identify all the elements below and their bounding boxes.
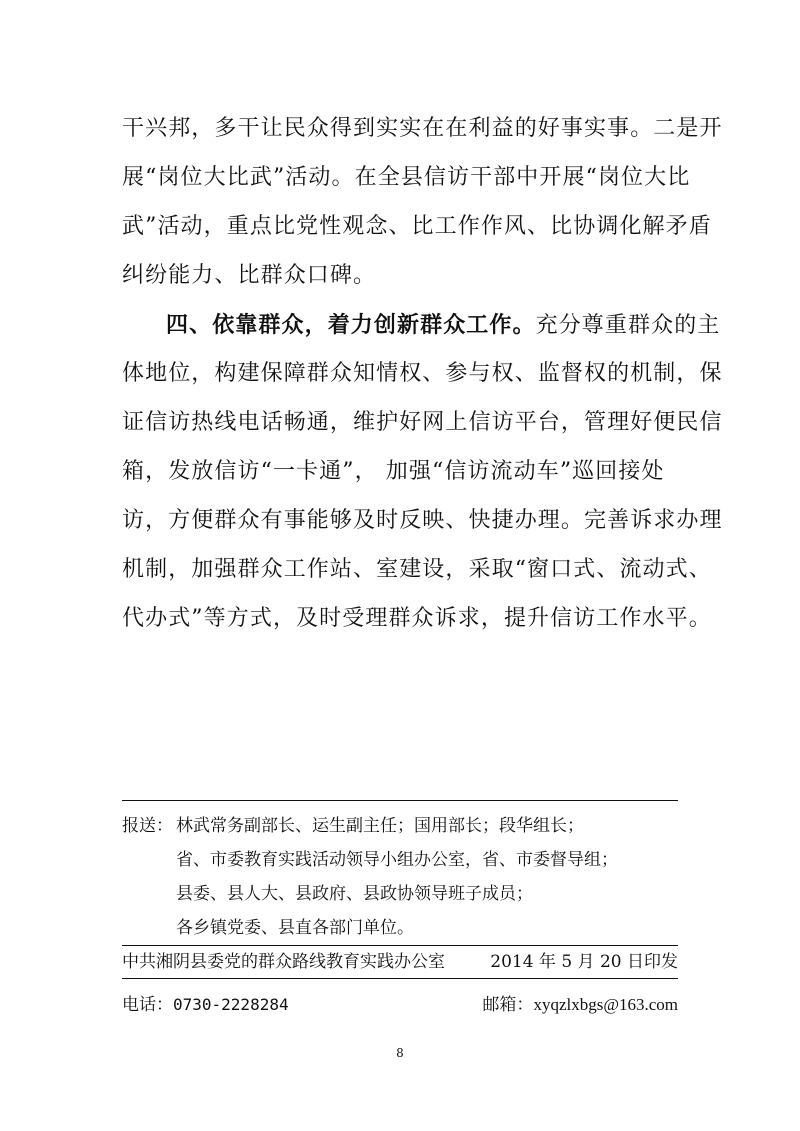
- body-paragraph-line: 展“岗位大比武”活动。在全县信访干部中开展“岗位大比: [122, 165, 691, 190]
- cc-recipient-line: 县委、县人大、县政府、县政协领导班子成员；: [176, 884, 533, 904]
- section-4-first-line-text: 充分尊重群众的主: [535, 313, 721, 338]
- section-4-heading: 四、依靠群众，着力创新群众工作。: [166, 312, 536, 338]
- section-4-line: 代办式”等方式，及时受理群众诉求，提升信访工作水平。: [122, 606, 712, 631]
- phone-number: 0730-2228284: [173, 995, 289, 1014]
- section-4-first-line: [166, 310, 721, 341]
- issue-date: 2014 年 5 月 20 日印发: [490, 952, 678, 972]
- phone-label: 电话：: [122, 995, 173, 1015]
- section-4-line: 体地位，构建保障群众知情权、参与权、监督权的机制，保: [122, 361, 723, 386]
- section-4-line: 访，方便群众有事能够及时反映、快捷办理。完善诉求办理: [122, 508, 723, 533]
- page-number: 8: [396, 1046, 404, 1060]
- cc-recipient-line: 林武常务副部长、运生副主任；国用部长；段华组长；: [176, 816, 584, 836]
- body-paragraph-line: 武”活动，重点比党性观念、比工作作风、比协调化解矛盾: [122, 214, 712, 239]
- issuer-bottom-rule: [122, 978, 678, 979]
- phone-contact: [122, 993, 289, 1017]
- issuer-top-rule: [122, 945, 678, 946]
- cc-label: 报送：: [122, 816, 173, 836]
- body-paragraph-line: 干兴邦，多干让民众得到实实在在利益的好事实事。二是开: [122, 116, 723, 141]
- email-contact: [482, 993, 678, 1017]
- issuing-office: 中共湘阴县委党的群众路线教育实践办公室: [122, 952, 445, 972]
- body-paragraph-line: 纠纷能力、比群众口碑。: [122, 263, 377, 288]
- email-label: 邮箱：: [482, 995, 534, 1015]
- email-address[interactable]: xyqzlxbgs@163.com: [533, 995, 678, 1014]
- cc-recipient-line: 省、市委教育实践活动领导小组办公室，省、市委督导组；: [176, 850, 618, 870]
- section-4-line: 机制，加强群众工作站、室建设，采取“窗口式、流动式、: [122, 557, 712, 582]
- section-4-line: 证信访热线电话畅通，维护好网上信访平台，管理好便民信: [122, 410, 723, 435]
- section-4-line: 箱，发放信访“一卡通”， 加强“信访流动车”巡回接处: [122, 459, 665, 484]
- distribution-top-rule: [122, 800, 678, 801]
- cc-recipient-line: 各乡镇党委、县直各部门单位。: [176, 918, 414, 938]
